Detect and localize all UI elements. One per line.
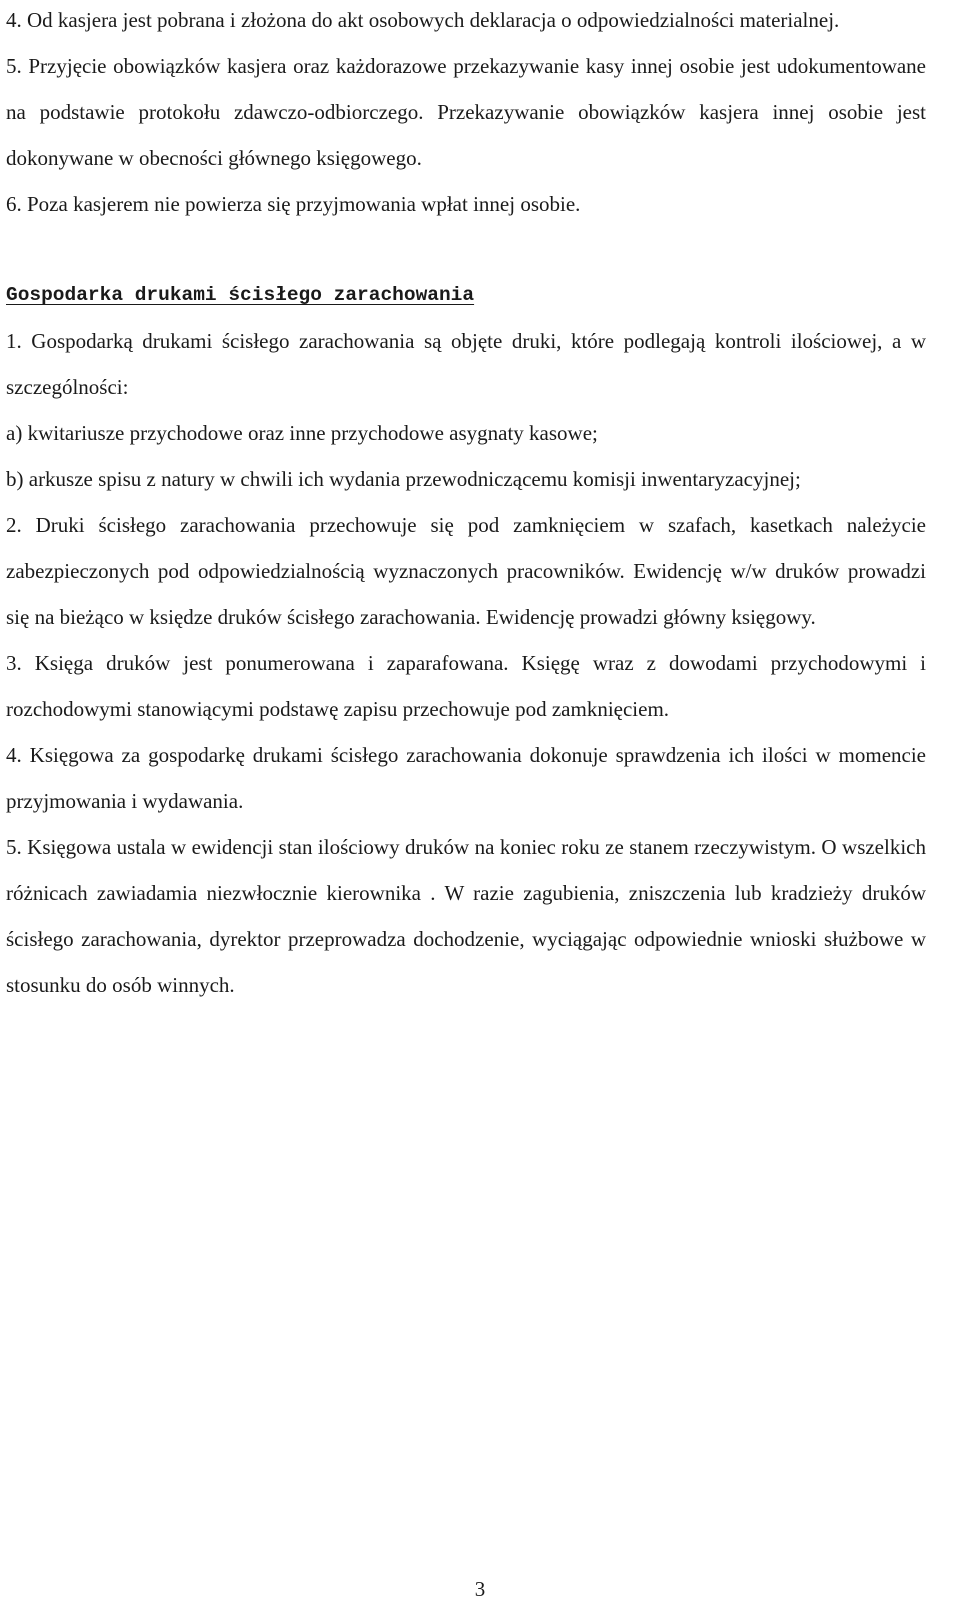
- section-paragraph-2: 2. Druki ścisłego zarachowania przechowuje się pod zamknięciem w szafach, kasetkach należycie zabezpieczonych pod odpowiedzialnością wyznaczonych pracowników. Ewidencję w/w druków prowadzi się na bieżąco w księdze druków ścisłego zarachowania. Ewidencję prowadzi główny księgowy.: [6, 513, 926, 629]
- section-paragraph-5: 5. Księgowa ustala w ewidencji stan ilościowy druków na koniec roku ze stanem rzeczywistym. O wszelkich różnicach zawiadamia niezwłocznie kierownika . W razie zagubienia, zniszczenia lub kradzieży druków ścisłego zarachowania, dyrektor przeprowadza dochodzenie, wyciągając odpowiednie wnioski służbowe w stosunku do osób winnych.: [6, 835, 926, 997]
- section-paragraph-4: 4. Księgowa za gospodarkę drukami ścisłego zarachowania dokonuje sprawdzenia ich ilości w momencie przyjmowania i wydawania.: [6, 743, 926, 813]
- section-paragraph-3: 3. Księga druków jest ponumerowana i zaparafowana. Księgę wraz z dowodami przychodowymi i rozchodowymi stanowiącymi podstawę zapisu przechowuje pod zamknięciem.: [6, 651, 926, 721]
- section-item-b: b) arkusze spisu z natury w chwili ich wydania przewodniczącemu komisji inwentaryzacyjnej;: [6, 467, 801, 491]
- paragraph-4-declaration: 4. Od kasjera jest pobrana i złożona do akt osobowych deklaracja o odpowiedzialności materialnej.: [6, 8, 840, 32]
- section-paragraph-1: 1. Gospodarką drukami ścisłego zarachowania są objęte druki, które podlegają kontroli ilościowej, a w szczególności:: [6, 329, 926, 399]
- paragraph-5-handover: 5. Przyjęcie obowiązków kasjera oraz każdorazowe przekazywanie kasy innej osobie jest udokumentowane na podstawie protokołu zdawczo-odbiorczego. Przekazywanie obowiązków kasjera innej osobie jest dokonywane w obecności głównego księgowego.: [6, 54, 926, 170]
- paragraph-6-deposits: 6. Poza kasjerem nie powierza się przyjmowania wpłat innej osobie.: [6, 192, 581, 216]
- page-number: 3: [474, 1577, 486, 1601]
- document-page: [6, 0, 926, 1008]
- spacer: [6, 227, 926, 272]
- section-heading: Gospodarka drukami ścisłego zarachowania: [6, 284, 475, 306]
- section-item-a: a) kwitariusze przychodowe oraz inne przychodowe asygnaty kasowe;: [6, 421, 598, 445]
